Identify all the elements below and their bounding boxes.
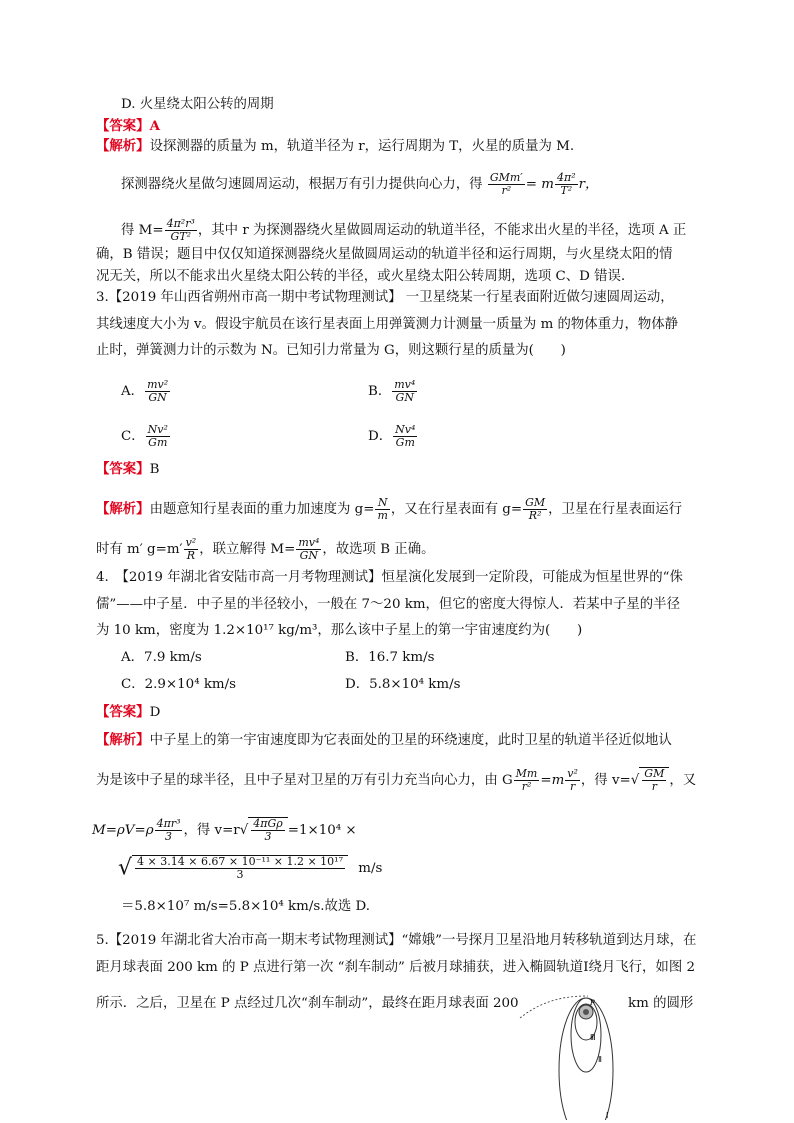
option-b: B． $\frac{\text{mv⁴}}{GN}$ [368, 378, 416, 404]
option-a: A．7.9 km/s [121, 650, 202, 665]
label-I: Ⅰ [606, 1111, 609, 1120]
option-c: C． $\frac{\text{Nv²}}{Gm}$ [121, 423, 168, 449]
question-3-line-1: 3.【2019 年山西省朔州市高一期中考试物理测试】 一卫星绕某一行星表面附近做匀速圆周运动， [96, 290, 674, 305]
option-b: B．16.7 km/s [345, 650, 435, 665]
analysis-line: 况无关，所以不能求出火星绕太阳公转的半径，或火星绕太阳公转周期，选项 C、D 错误． [96, 269, 635, 284]
analysis-line-q4-2: 为是该中子星的球半径，且中子星对卫星的万有引力充当向心力，由 G $\frac{Mm}{\text{r²}}$ =m $\frac{\text{v²}}{r}$ ，得 v=√ $\frac{GM}{r}$ ，又 [96, 767, 697, 793]
label-II: Ⅱ [598, 1055, 602, 1064]
question-5-line-2: 距月球表面 200 km 的 P 点进行第一次 “刹车制动” 后被月球捕获，进入椭圆轨道Ⅰ绕月飞行，如图 2 [96, 960, 695, 975]
text: r， [578, 177, 599, 192]
answer-line-q2 [96, 117, 160, 136]
analysis-formula-1 [121, 172, 598, 197]
label-III: Ⅲ [590, 1033, 596, 1042]
question-4-line-2: 儒”——中子星．中子星的半径较小，一般在 7～20 km，但它的密度大得惊人．若某中子星的半径 [96, 597, 680, 612]
question-5-line-1: 5.【2019 年湖北省大冶市高一期末考试物理测试】“嫦娥”一号探月卫星沿地月转移轨道到达月球，在 [96, 933, 697, 948]
analysis-line-q4-5: ＝5.8×10⁷ m/s=5.8×10⁴ km/s.故选 D. [121, 899, 371, 914]
option-c: C．2.9×10⁴ km/s [121, 677, 237, 692]
question-4-line-1: 4. 【2019 年湖北省安陆市高一月考物理测试】恒星演化发展到一定阶段，可能成为恒星世界的“侏 [96, 570, 683, 585]
analysis-formula-2 [121, 218, 686, 243]
analysis-line-q4-1: 【解析】中子星上的第一宇宙速度即为它表面处的卫星的环绕速度，此时卫星的轨道半径近似地认 [96, 732, 672, 748]
fraction: $\frac{\text{4π²r³}}{\text{GT²}}$ [166, 217, 195, 243]
text: = m [525, 177, 554, 192]
fraction: $\frac{\text{GMm′}}{\text{r²}}$ [489, 171, 523, 197]
text: 得 M= [121, 223, 164, 238]
answer-line-q4: 【答案】D [96, 704, 161, 720]
question-4-line-3: 为 10 km，密度为 1.2×10¹⁷ kg/m³，那么该中子星上的第一宇宙速度约为( ) [96, 623, 583, 638]
moon-core [583, 1009, 589, 1015]
label-P: P [590, 998, 595, 1007]
question-3-line-3: 止时，弹簧测力计的示数为 N。已知引力常量为 G，则这颗行星的质量为( ) [96, 343, 566, 358]
analysis-line-q4-3: M=ρV=ρ $\frac{\text{4πr³}}{3}$ ，得 v=r√ $\frac{\text{4πGρ}}{3}$ =1×10⁴ × [92, 817, 357, 843]
question-5-line-3-end: km 的圆形 [628, 996, 694, 1011]
analysis-text: 设探测器的质量为 m，轨道半径为 r，运行周期为 T，火星的质量为 M. [149, 139, 575, 154]
fraction: $\frac{\text{4π²}}{\text{T²}}$ [556, 171, 576, 197]
analysis-tag: 【解析】 [96, 138, 150, 154]
option-a: A． $\frac{\text{mv²}}{GN}$ [121, 378, 169, 404]
question-5-line-3: 所示．之后，卫星在 P 点经过几次“刹车制动”，最终在距月球表面 200 [96, 996, 519, 1011]
analysis-line: 确，B 错误；题目中仅仅知道探测器绕火星做圆周运动的轨道半径和运行周期，与火星绕太阳的情 [96, 247, 673, 262]
answer-tag: 【答案】 [96, 118, 150, 134]
text: 探测器绕火星做匀速圆周运动，根据万有引力提供向心力，得 [121, 177, 483, 192]
question-3-line-2: 其线速度大小为 v。假设宇航员在该行星表面上用弹簧测力计测量一质量为 m 的物体重力，物体静 [96, 317, 679, 332]
transfer-trajectory [520, 996, 588, 1018]
orbit-figure [510, 990, 660, 1120]
text: ，其中 r 为探测器绕火星做圆周运动的轨道半径，不能求出火星的半径，选项 A 正 [197, 223, 687, 238]
option-d: D. 火星绕太阳公转的周期 [121, 97, 274, 112]
analysis-line-q4-4: √ $\frac{\text{4 × 3.14 × 6.67 × 10⁻¹¹ × 1.2 × 10¹⁷}}{3}$ m/s [118, 855, 383, 881]
option-d: D． $\frac{\text{Nv⁴}}{Gm}$ [368, 423, 416, 449]
analysis-line-q2 [96, 137, 574, 156]
analysis-line-q3-2: 时有 m′ g=m′ $\frac{\text{v²}}{R}$ ，联立解得 M= $\frac{\text{mv⁴}}{GN}$ ，故选项 B 正确。 [96, 536, 435, 562]
answer-line-q3: 【答案】B [96, 461, 160, 477]
option-d: D．5.8×10⁴ km/s [345, 677, 461, 692]
analysis-line-q3-1: 【解析】由题意知行星表面的重力加速度为 g= $\frac{N}{m}$ ，又在行星表面有 g= $\frac{GM}{\text{R²}}$ ，卫星在行星表面运行 [96, 496, 683, 522]
answer-value: A [149, 118, 160, 134]
